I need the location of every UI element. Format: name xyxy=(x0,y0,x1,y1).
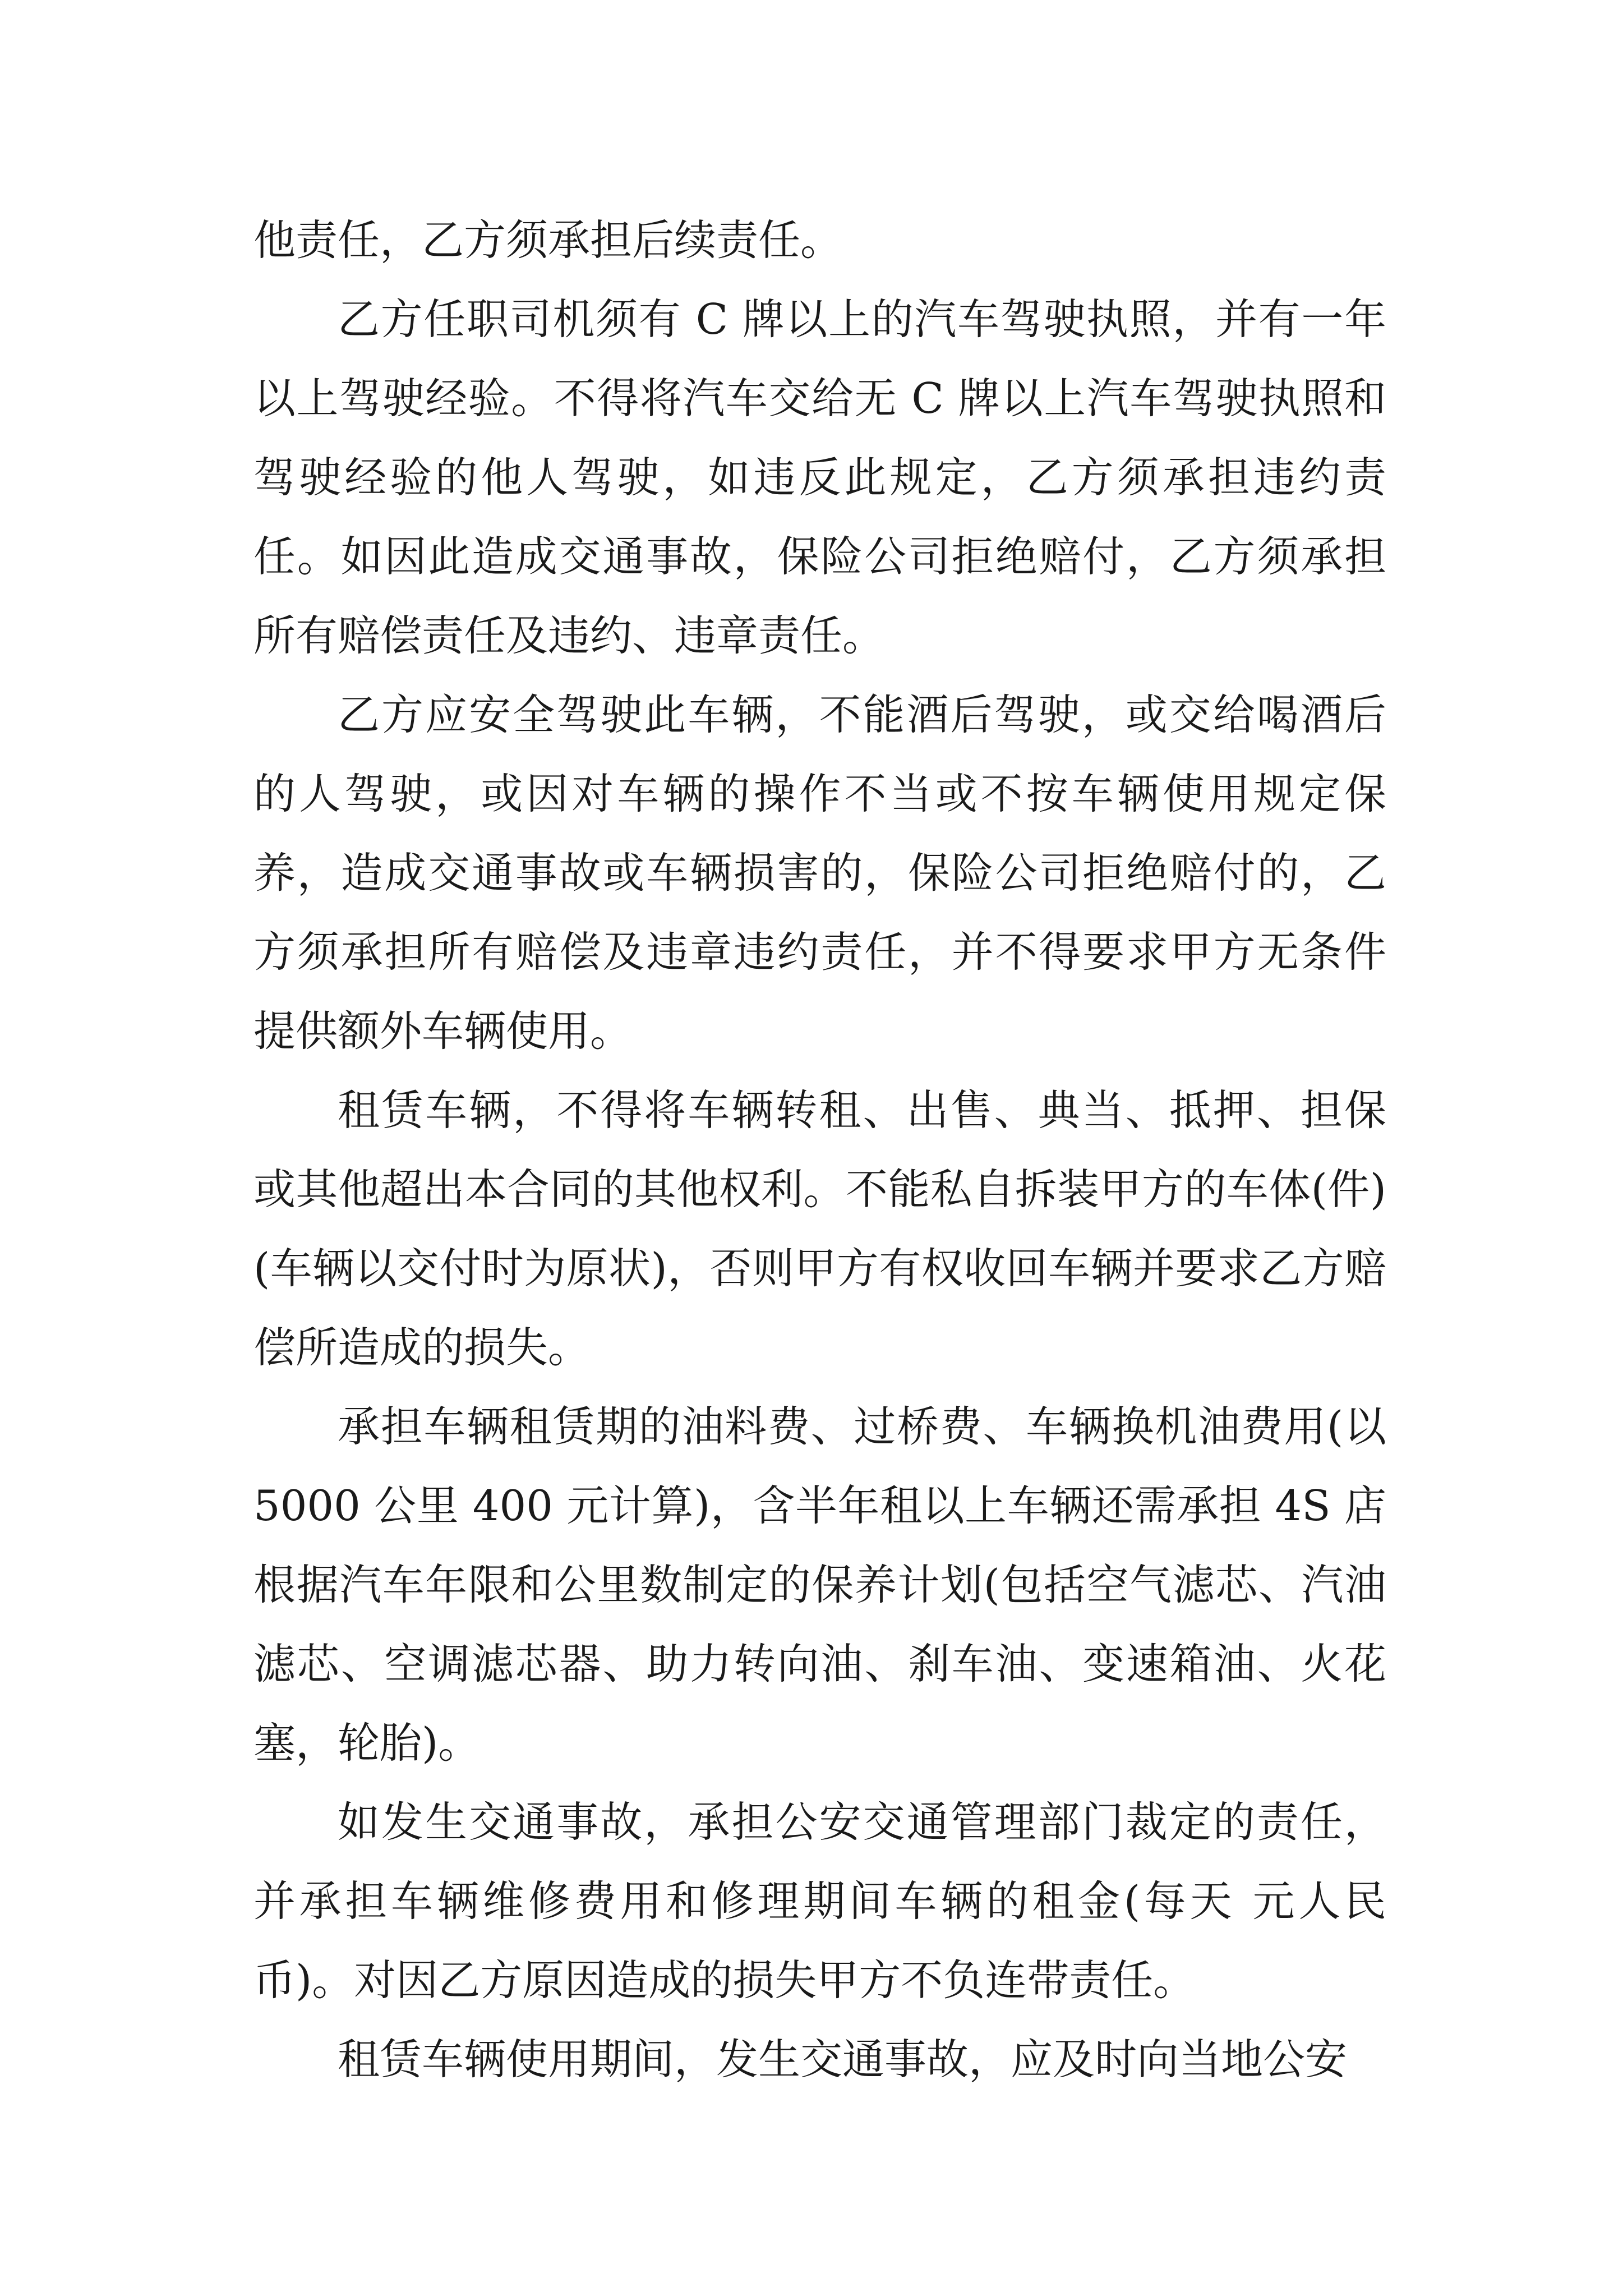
paragraph-safe-driving: 乙方应安全驾驶此车辆，不能酒后驾驶，或交给喝酒后的人驾驶，或因对车辆的操作不当或不按车辆使用规定保养，造成交通事故或车辆损害的，保险公司拒绝赔付的，乙方须承担所有赔偿及违章违约责任，并不得要求甲方无条件提供额外车辆使用。 xyxy=(253,690,1386,1056)
paragraph-continuation: 他责任，乙方须承担后续责任。 xyxy=(253,215,843,265)
paragraph-costs: 承担车辆租赁期的油料费、过桥费、车辆换机油费用(以 5000 公里 400 元计算)，含半年租以上车辆还需承担 4S 店根据汽车年限和公里数制定的保养计划(包括空气滤芯、汽油滤芯、空调滤芯器、助力转向油、刹车油、变速箱油、火花塞，轮胎)。 xyxy=(253,1402,1386,1768)
paragraph-accident-report: 租赁车辆使用期间，发生交通事故，应及时向当地公安 xyxy=(338,2035,1348,2084)
paragraph-driver-license: 乙方任职司机须有 C 牌以上的汽车驾驶执照，并有一年以上驾驶经验。不得将汽车交给无 C 牌以上汽车驾驶执照和驾驶经验的他人驾驶，如违反此规定，乙方须承担违约责任。如因此造成交通事故，保险公司拒绝赔付，乙方须承担所有赔偿责任及违约、违章责任。 xyxy=(253,295,1386,660)
paragraph-accident-liability: 如发生交通事故，承担公安交通管理部门裁定的责任，并承担车辆维修费用和修理期间车辆的租金(每天 元人民币)。对因乙方原因造成的损失甲方不负连带责任。 xyxy=(253,1797,1386,2005)
paragraph-no-sublease: 租赁车辆，不得将车辆转租、出售、典当、抵押、担保或其他超出本合同的其他权利。不能私自拆装甲方的车体(件)(车辆以交付时为原状)，否则甲方有权收回车辆并要求乙方赔偿所造成的损失。 xyxy=(253,1085,1386,1372)
document-body xyxy=(253,201,1386,2099)
